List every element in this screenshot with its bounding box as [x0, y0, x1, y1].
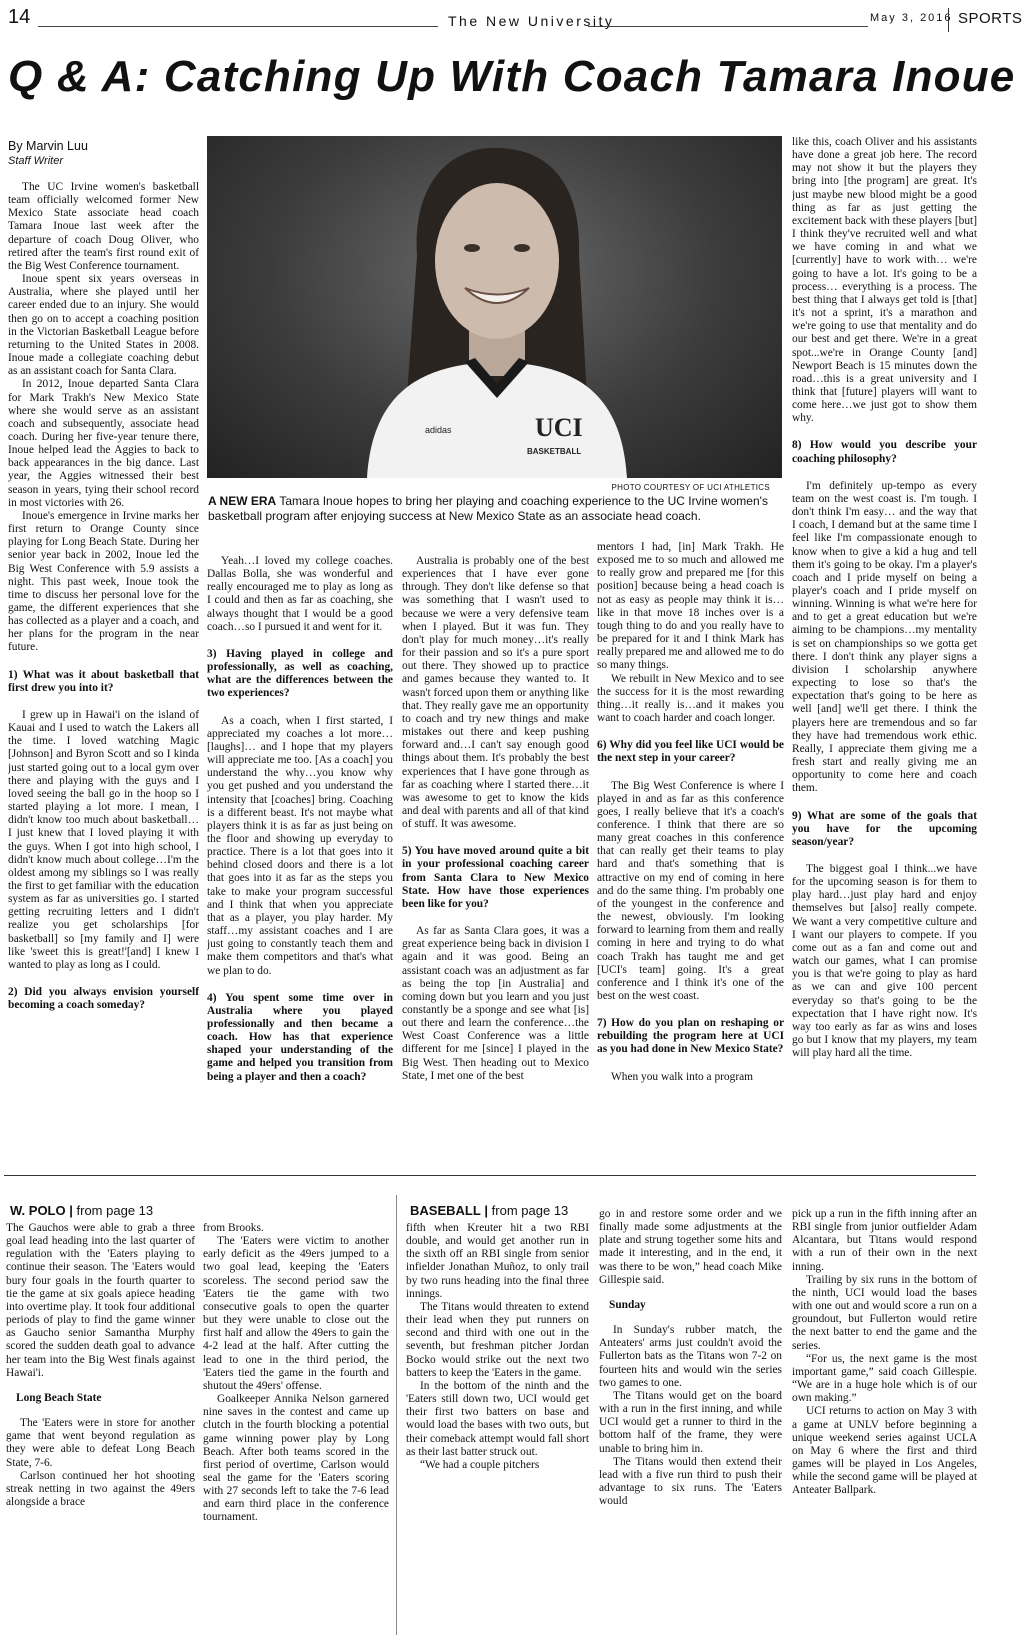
article-column-4 [597, 541, 784, 1166]
baseball-paragraph: The Titans would then extend their lead with a five run third to push their advantage to six runs. The 'Eaters would [599, 1455, 782, 1508]
header-rule-left [38, 26, 438, 27]
byline: By Marvin Luu [8, 139, 88, 153]
answer-7-continued: like this, coach Oliver and his assistants have done a great job here. The record may not show it but the players they bring into [the program] are great. It's just maybe new blood might be a good thing as far as just getting the excitement back with these players [but] I think they've recruited well and what we have coming in and what we [currently] have to work with… we're going to have a lot. It's going to be a process… everything is a process. The best thing that I always get told is [that] it's not a sprint, it's a marathon and we're going to use that mentality and do our best and get there. We're in a great spot...we're in Orange County [and] Newport Beach is 15 minutes down the road…this is a great university and I think that [future] players will want to come here…we just got to show them why. [792, 136, 977, 425]
baseball-label: BASEBALL [410, 1203, 481, 1218]
story-divider [396, 1195, 397, 1635]
baseball-paragraph: go in and restore some order and we finally made some adjustments at the plate and strung together some hits and made it interesting, and in the end, it was there to be won,” head coach Mike Gillespie said. [599, 1208, 782, 1286]
coach-photo [207, 136, 782, 478]
question-1: 1) What was it about basketball that first drew you into it? [8, 668, 199, 694]
photo-credit: PHOTO COURTESY OF UCI ATHLETICS [611, 483, 770, 492]
question-2: 2) Did you always envision yourself becoming a coach someday? [8, 986, 199, 1012]
baseball-paragraph: fifth when Kreuter hit a two RBI double, and would get another run in the sixth off an RBI single from senior infielder Jonathan Muñoz, to only trail by two runs heading into the final three innings. [406, 1222, 589, 1300]
answer-8: I'm definitely up-tempo as every team on the west coast is. I'm tough. I don't think I'm easy… and the way that I coach, I demand but at the same time I feel like I'm compassionate enough to know when to give a kid a hug and tell them it's going to be okay. I'm a player's coach and I pride myself on being a player's coach and I pride myself on winning. Winning is what we're here for and to get a great education but we're aiming to be champions…my mentality is set on championships so we gotta get there. I don't think any player signs a division I scholarship anywhere expecting to lose so that's the expectation that's going to be here as well [and] we'll get there. I think the players here are tremendous and so far they have had tremendous work ethic. Really, I appreciate them giving me a fresh start and really giving me an opportunity to come here and coach them. [792, 479, 977, 795]
answer-5-paragraph-2: We rebuilt in New Mexico and to see the success for it is the most rewarding thing…it really is…and it makes you want to coach harder and coach longer. [597, 672, 784, 725]
article-column-3 [402, 555, 589, 1165]
header-divider [948, 8, 949, 32]
coach-portrait-illustration [207, 136, 782, 478]
baseball-paragraph: In the bottom of the ninth and the 'Eaters still down two, UCI would get their first two batters on base and would load the bases with two outs, but their comeback attempt would fall short as their last batter struck out. [406, 1379, 589, 1458]
question-8: 8) How would you describe your coaching philosophy? [792, 439, 977, 465]
wpolo-column-2 [203, 1222, 389, 1636]
byline-role: Staff Writer [8, 155, 64, 167]
answer-3: As a coach, when I first started, I appreciated my coaches a lot more…[laughs]… and I hope that my players will appreciate me too. [As a coach] you understand the why…you know why you get pushed and you understand the intensity that [coaches] bring. Coaching is a different beast. It's not maybe what players think it is as far as just being on the floor and showing up everyday to practice. There is a lot that goes into it behind closed doors and there is a lot that goes into it as far as the steps you take to make your program successful and I think that when you appreciate that as a player, you play harder. My staff…my assistant coaches and I are just going to constantly teach them and make them competitors and that's what we plan to do. [207, 714, 393, 977]
article-column-2 [207, 555, 393, 1165]
answer-7: When you walk into a program [611, 1070, 754, 1083]
wpolo-subhead: Long Beach State [16, 1391, 102, 1404]
page-number: 14 [8, 6, 31, 28]
intro-paragraph: The UC Irvine women's basketball team officially welcomed former New Mexico State associate head coach Tamara Inoue last week after the departure of coach Doug Oliver, who retired after the team's first round exit of the Big West Conference tournament. [8, 181, 199, 272]
shirt-brand: adidas [425, 425, 452, 435]
baseball-paragraph: “For us, the next game is the most important game,” said coach Gillespie. “We are in a huge hole which is of our own making.” [792, 1352, 977, 1405]
section-divider [4, 1175, 976, 1176]
baseball-column-2 [599, 1208, 782, 1636]
caption-text: Tamara Inoue hopes to bring her playing and coaching experience to the UC Irvine women's basketball program after enjoying success at New Mexico State as an associate head coach. [208, 494, 768, 523]
baseball-subhead: Sunday [609, 1298, 646, 1311]
publication-name: The New University [448, 13, 615, 29]
wpolo-sep: | [69, 1203, 73, 1218]
wpolo-paragraph: The 'Eaters were in store for another game that went beyond regulation as they were able to defeat Long Beach State, 7-6. [6, 1417, 195, 1469]
baseball-paragraph: Trailing by six runs in the bottom of the ninth, UCI would load the bases with one out and would score a run on a groundout, but Fullerton would retire the next batter to end the game and the series. [792, 1273, 977, 1352]
answer-4: Australia is probably one of the best experiences that I have ever gone through. They don't like defense so that was something that I wasn't used to because we were a very defensive team when I played. But it was fun. They don't play for much money…it's really for their passion and so it's a pure sport out there. They showed up to practice and games because they wanted to. It wasn't forced upon them or anything like that. They really gave me an opportunity to coach and try new things and make mistakes out there and keep pushing forward and…I can't say enough good things about them. It's probably the best experiences that I have gone through as far as coaching where I started there…it was awesome to get to know the kids and deal with parents and all of that kind of stuff. It was awesome. [402, 555, 589, 831]
intro-paragraph: In 2012, Inoue departed Santa Clara for Mark Trakh's New Mexico State where she would serve as an assistant coach and subsequently, associate head coach. During her five-year tenure there, Inoue helped lead the Aggies to back to back appearances in the big dance. Last year, the Aggies witnessed their best season in years, tying their school record in most victories with 26. [8, 378, 199, 509]
uci-logo: UCI [535, 413, 583, 442]
baseball-column-1 [406, 1222, 589, 1636]
question-9: 9) What are some of the goals that you have for the upcoming season/year? [792, 809, 977, 848]
wpolo-paragraph: The 'Eaters were victim to another early deficit as the 49ers jumped to a two goal lead, keeping the 'Eaters scoreless. The second period saw the 'Eaters tie the game with two consecutive goals to open the quarter but they were unable to close out the first half and allow the 49ers to gain the 4-2 lead at the half. After cutting the lead to one in the third period, the 'Eaters tied the game in the fourth and shutout the 49ers' offense. [203, 1235, 389, 1392]
wpolo-jump-header [10, 1203, 153, 1218]
question-6: 6) Why did you feel like UCI would be the next step in your career? [597, 739, 784, 765]
wpolo-from: from page 13 [76, 1203, 154, 1218]
headline: Q & A: Catching Up With Coach Tamara Inoue [8, 52, 1016, 101]
header-rule-right [588, 26, 868, 27]
baseball-paragraph: “We had a couple pitchers [420, 1458, 540, 1471]
wpolo-paragraph: Carlson continued her hot shooting streak netting in two against the 49ers alongside a brace [6, 1469, 195, 1508]
intro-paragraph: Inoue's emergence in Irvine marks her first return to Orange County since playing for Long Beach State. During her senior year back in 2002, Inoue led the Big West Conference with 5.9 assists a night. This past week, Inoue took the time to discuss her personal love for the game, the different experiences that she has collected as a player and a coach, and her plans for the program in the near future. [8, 509, 199, 654]
wpolo-paragraph: Goalkeeper Annika Nelson garnered nine saves in the contest and came up clutch in the fourth blocking a potential game winning power play by Long Beach. After both teams scored in the first period of overtime, Carlson would seal the game for the 'Eaters scoring with 27 seconds left to take the 7-6 lead and earn third place in the conference tournament. [203, 1393, 389, 1524]
wpolo-column-1 [6, 1222, 195, 1636]
shirt-text: BASKETBALL [527, 447, 582, 456]
question-5: 5) You have moved around quite a bit in your professional coaching career from Santa Clara to New Mexico State. How have those experiences been like for you? [402, 845, 589, 910]
photo-caption [208, 494, 783, 523]
baseball-from: from page 13 [491, 1203, 569, 1218]
baseball-paragraph: The Titans would threaten to extend their lead when they put runners on second and third with one out in the seventh, but freshman pitcher Jordan Bocko would strike out the next two batters to keep the 'Eaters in the game. [406, 1300, 589, 1379]
answer-5: As far as Santa Clara goes, it was a great experience being back in division I again and it was good. Being an assistant coach was an adjustment as far as being the top [in Australia] and coming down but you learn and you just constantly be a sponge and see what [is] out there and learn the conference…the West Coast Conference was a little different for me [since] I played in the Big West. Then heading out to Mexico State, I met one of the best [402, 925, 589, 1082]
intro-paragraph: Inoue spent six years overseas in Australia, where she played until her career ended due to an injury. She would then go on to accept a coaching position in the Victorian Basketball League before returning to the United States in 2008. Inoue made a collegiate coaching debut as an assistant coach for Santa Clara. [8, 273, 199, 378]
answer-5-continued: mentors I had, [in] Mark Trakh. He exposed me to so much and allowed me to really grow and prepared me [for this position] because being a head coach is not as easy as people may think it is…like in that move 18 inches over is a tough thing to do and you really have to be prepared for it and I think Mark has really prepared me and allowed me to do so many things. [597, 541, 784, 672]
baseball-sep: | [484, 1203, 489, 1218]
question-3: 3) Having played in college and professionally, as well as coaching, what are the differences between the two experiences? [207, 647, 393, 700]
wpolo-paragraph: from Brooks. [203, 1222, 264, 1234]
question-4: 4) You spent some time over in Australia where you played professionally and then became a coach. How has that experience shaped your understanding of the game and helped you transition from being a player and then a coach? [207, 991, 393, 1083]
baseball-column-3 [792, 1208, 977, 1636]
answer-1: I grew up in Hawai'i on the island of Kauai and I used to watch the Lakers all the time. I loved watching Magic [Johnson] and Byron Scott and so I kinda just started going out to a local gym over there and playing with the guys and I loved seeing the ball go in the hoop so I started playing a lot more. I mean, I didn't know too much about basketball…I just knew that I loved playing it with the guys. When I got into high school, I didn't know much about college…I'm the oldest among my siblings so I was really the first to get familiar with the education system as far as universities go. I started getting recruiting letters and I didn't realize you get scholarships [for basketball] so [my family and I] were like 'sweet this is great!'[and] I knew I wanted to play as long as I could. [8, 708, 199, 971]
section-label: SPORTS [958, 10, 1023, 27]
baseball-paragraph: The Titans would get on the board with a run in the first inning, and while UCI would get a runner to third in the bottom half of the frame, they were unable to bring him in. [599, 1389, 782, 1455]
article-column-5 [792, 136, 977, 1166]
answer-6: The Big West Conference is where I played in and as far as this conference goes, I really believe that it's a coach's conference. I think that there are so many great coaches in this conference that can really get their teams to play hard and that's something that is attractive on my end of coming in here and do the same thing. I'm probably one of the youngest in the conference and the newest, obviously. I'm looking forward to learning from them and really coming in here and trying to do what coach Trakh has taught me and get [UCI's team] going. It's a great conference and I think it's one of the best on the west coast. [597, 779, 784, 1002]
issue-date: May 3, 2016 [870, 12, 953, 24]
wpolo-paragraph: The Gauchos were able to grab a three goal lead heading into the last quarter of regulation with the 'Eaters playing to continue their season. The 'Eaters would bury four goals in the fourth quarter to tie the game at six goals apiece heading into overtime play. It took four additional periods of play to find the game winner as Gaucho senior Samantha Murphy scored the sudden death goal to advance her team into the Big West finals against Hawai'i. [6, 1222, 195, 1379]
answer-2: Yeah…I loved my college coaches. Dallas Bolla, she was wonderful and really encouraged me to play as long as I could and then as far as coaching, she always thought that I would be a good coach…so I pursued it and went for it. [207, 555, 393, 633]
question-7: 7) How do you plan on reshaping or rebuilding the program here at UCI as you had done in New Mexico State? [597, 1017, 784, 1056]
answer-9: The biggest goal I think...we have for the upcoming season is for them to play hard…just play hard and enjoy themselves but [also] really compete. We want a very competitive culture and I want our players to compete. If you come out as a fan and come out and watch our games, what I can promise you is that we're going to play as hard as we can and give 100 percent everyday so that's going to be the expectation that I have right now. It's way too early as far as wins and loses go but I know that my players, my team will play hard all the time. [792, 862, 977, 1060]
caption-lead: A NEW ERA [208, 494, 277, 508]
article-column-1 [8, 181, 199, 1181]
baseball-paragraph: In Sunday's rubber match, the Anteaters' arms just couldn't avoid the Fullerton bats as the Titans won 7-2 on fourteen hits and would win the series two games to one. [599, 1324, 782, 1389]
baseball-jump-header [410, 1203, 568, 1218]
baseball-paragraph: UCI returns to action on May 3 with a game at UNLV before beginning a unique weekend series against UCLA on May 6 where the first and third games will be played in Los Angeles, while the second game will be played at Anteater Ballpark. [792, 1405, 977, 1497]
wpolo-label: W. POLO [10, 1203, 66, 1218]
baseball-paragraph: pick up a run in the fifth inning after an RBI single from junior outfielder Adam Alcantara, but Titans would respond with a run of their own in the next inning. [792, 1208, 977, 1273]
